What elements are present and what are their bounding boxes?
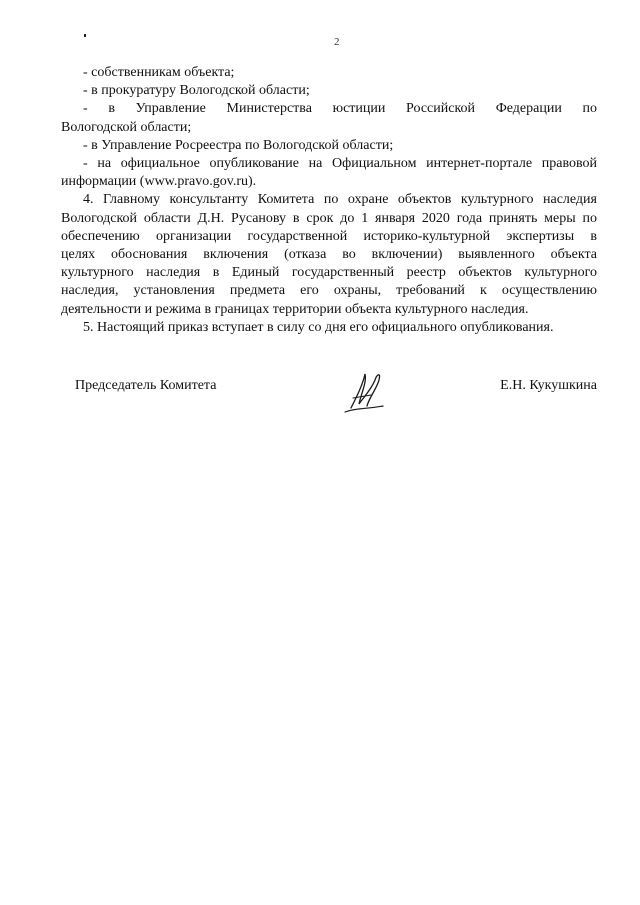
clause-4-line-2: Вологодской области Д.Н. Русанову в срок до 1 января 2020 года принять меры по [61,210,597,226]
clause-5: 5. Настоящий приказ вступает в силу со дня его официального опубликования. [83,319,554,335]
distribution-item-publication-line-2: информации (www.pravo.gov.ru). [61,174,257,190]
clause-4-line-6: наследия, установления предмета его охраны, требований к осуществлению [61,283,597,299]
handwritten-signature [337,368,397,418]
scan-mark [84,34,86,37]
clause-4-line-3: обеспечению организации государственной историко-культурной экспертизы в [61,228,597,244]
signatory-title: Председатель Комитета [75,378,217,393]
signature-block [75,368,597,428]
clause-4-line-5: культурного наследия в Единый государственный реестр объектов культурного [61,265,597,281]
page-number: 2 [334,36,340,48]
distribution-item-justice-line-2: Вологодской области; [61,119,192,135]
distribution-item-owners: - собственникам объекта; [83,65,235,80]
signatory-name: Е.Н. Кукушкина [500,378,597,393]
order-body [61,64,597,337]
clause-4-line-1: 4. Главному консультанту Комитета по охране объектов культурного наследия [83,192,597,208]
clause-4-line-4: целях обоснования включения (отказа во включении) выявленного объекта [61,247,597,263]
distribution-item-justice-line-1: - в Управление Министерства юстиции Российской Федерации по [83,101,597,117]
distribution-item-prosecutor: - в прокуратуру Вологодской области; [83,83,310,99]
distribution-item-rosreestr: - в Управление Росреестра по Вологодской области; [83,137,394,153]
clause-4-line-7: деятельности и режима в границах территории объекта культурного наследия. [61,301,529,317]
distribution-item-publication-line-1: - на официальное опубликование на Официальном интернет-портале правовой [83,156,597,172]
